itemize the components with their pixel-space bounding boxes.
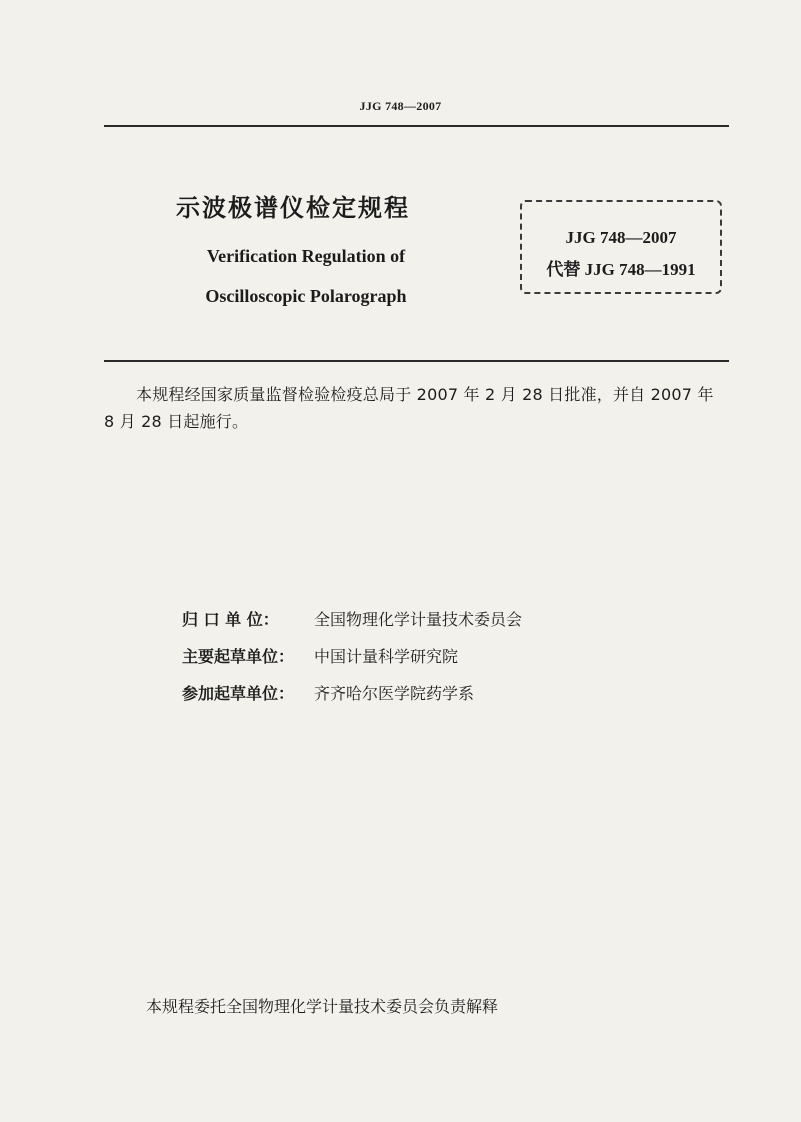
unit-label: 主要起草单位： [182,647,295,666]
unit-label: 归 口 单 位： [182,610,279,629]
header-code: JJG 748—2007 [359,99,442,113]
title-rule [104,360,729,362]
unit-row-main-drafter [182,644,458,667]
unit-row-participating-drafter [182,681,474,704]
footer-note: 本规程委托全国物理化学计量技术委员会负责解释 [146,997,499,1016]
title-chinese: 示波极谱仪检定规程 [176,194,410,222]
replaced-code: 代替 JJG 748—1991 [546,260,696,279]
unit-label: 参加起草单位： [182,684,295,703]
unit-value: 全国物理化学计量技术委员会 [314,610,523,629]
code-box [520,200,722,294]
header-rule [104,125,729,127]
unit-value: 齐齐哈尔医学院药学系 [314,684,475,703]
standard-code: JJG 748—2007 [565,228,677,247]
unit-value: 中国计量科学研究院 [314,647,459,666]
title-english-line2: Oscilloscopic Polarograph [205,286,407,306]
approval-paragraph: 本规程经国家质量监督检验检疫总局于 2007 年 2 月 28 日批准，并自 2007 年 8 月 28 日起施行。 [104,385,714,431]
title-english-line1: Verification Regulation of [206,246,406,266]
approval-text [104,381,729,435]
unit-row-responsible [182,607,522,630]
